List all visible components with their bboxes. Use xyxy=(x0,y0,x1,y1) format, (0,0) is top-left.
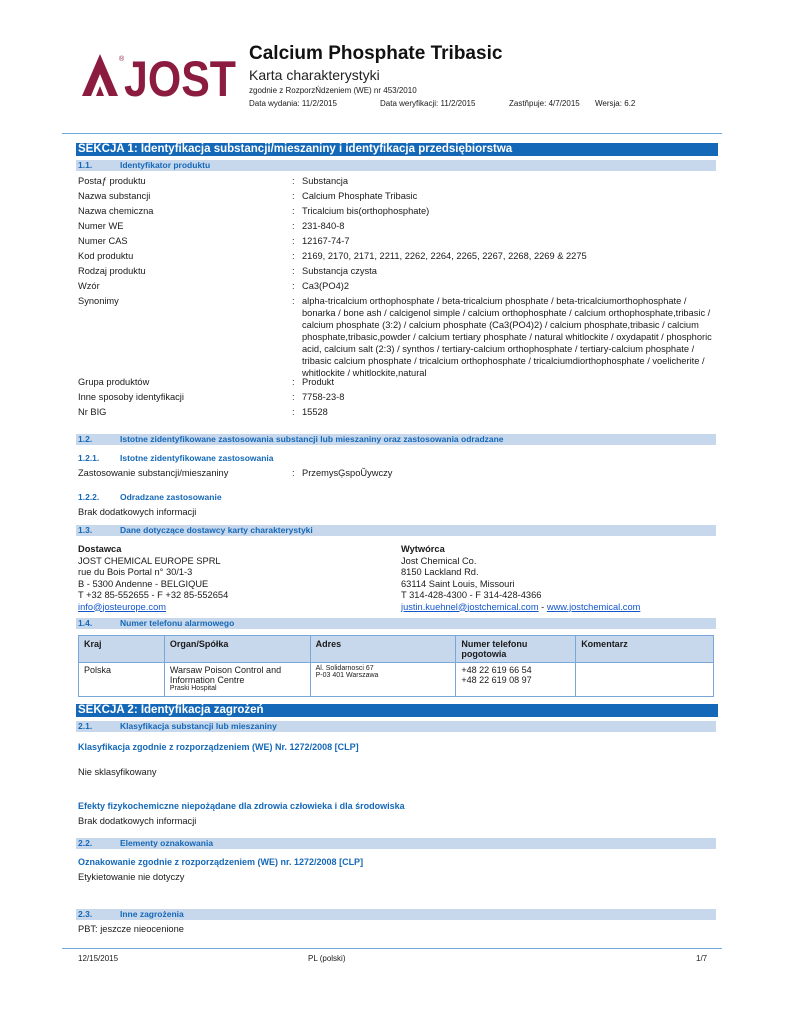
field-value: PrzemysĢspoŬywczy xyxy=(302,468,393,478)
logo-wordmark: JOST xyxy=(124,51,236,107)
field-value: Substancja czysta xyxy=(302,266,377,276)
manufacturer-line: Jost Chemical Co. xyxy=(401,555,477,566)
field-value: 15528 xyxy=(302,407,328,417)
table-header-row xyxy=(79,636,714,663)
table-row xyxy=(79,663,714,697)
header-divider xyxy=(62,133,722,134)
supplier-line: T +32 85-552655 - F +32 85-552654 xyxy=(78,590,229,600)
manufacturer-line: 8150 Lackland Rd. xyxy=(401,567,479,577)
not-classified-text: Nie sklasyfikowany xyxy=(78,767,157,777)
subsection-label: Istotne zidentyfikowane zastosowania xyxy=(120,453,274,463)
field-key: Synonimy xyxy=(78,296,119,306)
column-header: Organ/Spółka xyxy=(164,636,310,663)
field-value: Produkt xyxy=(302,377,335,387)
subsection-number: 2.1. xyxy=(78,721,93,731)
subsection-label: Dane dotyczące dostawcy karty charakterystyki xyxy=(120,525,313,535)
field-value: Substancja xyxy=(302,176,348,186)
subsection-number: 2.2. xyxy=(78,838,93,848)
field-key: Postaƒ produktu xyxy=(78,176,146,186)
subsection-number: 2.3. xyxy=(78,909,93,919)
manufacturer-block xyxy=(401,544,640,613)
no-info-text: Brak dodatkowych informacji xyxy=(78,507,197,517)
field-key: Nazwa chemiczna xyxy=(78,206,154,216)
regulation-note: zgodnie z RozporzŃdzeniem (WE) nr 453/2010 xyxy=(249,86,417,95)
supplier-line: JOST CHEMICAL EUROPE SPRL xyxy=(78,555,221,566)
subsection-label: Identyfikator produktu xyxy=(120,160,211,170)
field-value: Tricalcium bis(orthophosphate) xyxy=(302,206,430,216)
field-key: Zastosowanie substancji/mieszaniny xyxy=(78,468,229,478)
subsection-label: Klasyfikacja substancji lub mieszaniny xyxy=(120,721,277,731)
subsection-number: 1.2. xyxy=(78,434,93,444)
labelling-text: Etykietowanie nie dotyczy xyxy=(78,872,185,882)
footer-language: PL (polski) xyxy=(308,954,346,963)
field-value: 2169, 2170, 2171, 2211, 2262, 2264, 2265, 2267, 2268, 2269 & 2275 xyxy=(302,251,587,261)
field-value: 231-840-8 xyxy=(302,221,345,231)
subsection-number: 1.4. xyxy=(78,618,93,628)
manufacturer-line: 63114 Saint Louis, Missouri xyxy=(401,578,515,589)
jost-logo xyxy=(82,51,238,107)
clp-heading: Klasyfikacja zgodnie z rozporządzeniem (WE) Nr. 1272/2008 [CLP] xyxy=(78,742,359,752)
replaces-date: Zastňpuje: 4/7/2015 xyxy=(509,99,580,108)
field-value: 7758-23-8 xyxy=(302,392,345,402)
section-1-title: SEKCJA 1: Identyfikacja substancji/mieszaniny i identyfikacja przedsiębiorstwa xyxy=(76,143,718,156)
subsection-1-4 xyxy=(76,618,716,629)
subsection-number: 1.1. xyxy=(78,160,93,170)
manufacturer-email-link[interactable]: justin.kuehnel@jostchemical.com xyxy=(401,601,539,612)
address-line: Al. Solidarnosci 67 xyxy=(315,665,374,672)
org-note: Praski Hospital xyxy=(169,685,217,692)
emergency-phone-table xyxy=(78,635,714,697)
footer-page-number: 1/7 xyxy=(696,954,708,963)
field-key: Grupa produktów xyxy=(78,377,150,387)
column-header: Kraj xyxy=(79,636,165,663)
effects-heading: Efekty fizykochemiczne niepożądane dla zdrowia człowieka i dla środowiska xyxy=(78,801,405,811)
subsection-number: 1.2.2. xyxy=(78,492,100,502)
column-header: Numer telefonu pogotowia xyxy=(456,636,576,663)
subsection-2-1 xyxy=(76,721,716,732)
comment-cell xyxy=(576,663,714,697)
country-cell: Polska xyxy=(79,663,165,697)
supplier-heading: Dostawca xyxy=(78,544,122,554)
subsection-2-3 xyxy=(76,909,716,920)
manufacturer-web-link[interactable]: www.jostchemical.com xyxy=(546,601,641,612)
labelling-heading: Oznakowanie zgodnie z rozporządzeniem (WE) nr. 1272/2008 [CLP] xyxy=(78,857,364,867)
address-line: P-03 401 Warszawa xyxy=(315,672,379,679)
link-separator: - xyxy=(538,601,547,612)
subsection-label: Istotne zidentyfikowane zastosowania substancji lub mieszaniny oraz zastosowania odradzane xyxy=(120,434,504,444)
field-key: Kod produktu xyxy=(78,251,134,261)
subsection-label: Elementy oznakowania xyxy=(120,838,214,848)
field-value: Calcium Phosphate Tribasic xyxy=(302,191,418,201)
supplier-block xyxy=(78,544,228,613)
field-key: Numer WE xyxy=(78,221,124,231)
issue-date: Data wydania: 11/2/2015 xyxy=(249,99,337,108)
subsection-number: 1.2.1. xyxy=(78,453,100,463)
phone-number: +48 22 619 08 97 xyxy=(461,675,532,685)
field-key: Wzór xyxy=(78,281,100,291)
field-value: Ca3(PO4)2 xyxy=(302,281,350,291)
subsection-1-3 xyxy=(76,525,716,536)
document-subtitle: Karta charakterystyki xyxy=(249,67,380,83)
subsection-2-2 xyxy=(76,838,716,849)
supplier-line: B - 5300 Andenne - BELGIQUE xyxy=(78,578,209,589)
verify-date: Data weryfikacji: 11/2/2015 xyxy=(380,99,476,108)
svg-text:®: ® xyxy=(119,56,125,63)
subsection-label: Odradzane zastosowanie xyxy=(120,492,222,502)
column-header: Komentarz xyxy=(576,636,714,663)
manufacturer-line: T 314-428-4300 - F 314-428-4366 xyxy=(401,590,542,600)
subsection-number: 1.3. xyxy=(78,525,93,535)
field-key: Rodzaj produktu xyxy=(78,266,146,276)
supplier-email-link[interactable]: info@josteurope.com xyxy=(78,601,166,612)
subsection-label: Inne zagrożenia xyxy=(120,909,184,919)
pbt-text: PBT: jeszcze nieocenione xyxy=(78,924,184,934)
document-title: Calcium Phosphate Tribasic xyxy=(249,43,503,64)
org-name: Warsaw Poison Control and Information Centre xyxy=(169,665,282,685)
subsection-1-1 xyxy=(76,160,716,171)
footer-date: 12/15/2015 xyxy=(78,954,119,963)
section-2-title: SEKCJA 2: Identyfikacja zagrożeń xyxy=(76,704,718,717)
phone-number: +48 22 619 66 54 xyxy=(461,665,532,675)
field-key: Nazwa substancji xyxy=(78,191,151,201)
subsection-label: Numer telefonu alarmowego xyxy=(120,618,235,628)
subsection-1-2 xyxy=(76,434,716,445)
field-key: Nr BIG xyxy=(78,407,107,417)
manufacturer-heading: Wytwórca xyxy=(401,544,445,554)
org-cell xyxy=(164,663,310,697)
synonyms-value: alpha-tricalcium orthophosphate / beta-tricalcium phosphate / beta-tricalciumorthophosphate / bonarka / bone ash / calcigenol simple / calcium orthophosphate / calcium orthophosphate,tribasic / calcium phosphate (3:2) / calcium phosphate (Ca3(PO4)2) / calcium phosphate,tribasic / calcium phosphate,tribasic,powder / calcium tertiary phosphate / natural whitlockite / oxydapatit / phosphoric acid, calcium salt (2:3) / synthos / tertiary-calcium orthophosphate / tertiary-calcium phosphate / tribasic calcium phosphate / tricalcium orthophosphate / tricalciumdiorthophosphate / voelicherite / whitlockite / whitlockite,natural xyxy=(302,296,712,378)
address-cell xyxy=(310,663,456,697)
no-info-text: Brak dodatkowych informacji xyxy=(78,816,197,826)
version: Wersja: 6.2 xyxy=(595,99,636,108)
field-value: 12167-74-7 xyxy=(302,236,350,246)
phone-cell xyxy=(456,663,576,697)
field-key: Inne sposoby identyfikacji xyxy=(78,392,184,402)
column-header: Adres xyxy=(310,636,456,663)
field-key: Numer CAS xyxy=(78,236,128,246)
footer-divider xyxy=(62,948,722,949)
supplier-line: rue du Bois Portal n° 30/1-3 xyxy=(78,567,193,577)
